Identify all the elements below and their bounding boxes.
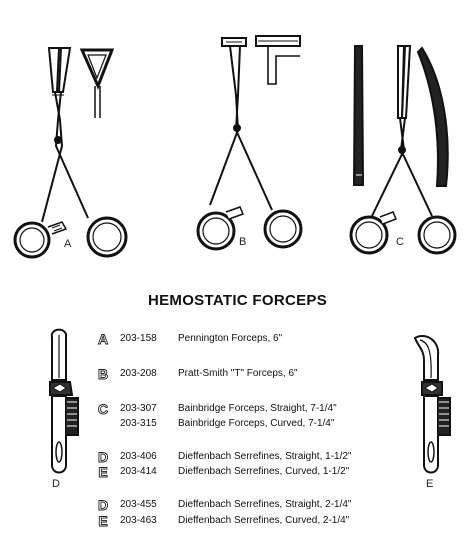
row-letter: A (97, 331, 109, 347)
item-description: Bainbridge Forceps, Straight, 7-1/4" (178, 403, 337, 414)
straight-serrefine-illustration (50, 330, 78, 473)
row-letter: B (97, 366, 109, 382)
figure-label-a: A (64, 238, 72, 250)
row-letter: D (97, 497, 109, 513)
catalog-number: 203-406 (120, 451, 157, 462)
item-description: Dieffenbach Serrefines, Straight, 1-1/2" (178, 451, 352, 462)
figure-label-d: D (52, 478, 60, 490)
item-description: Dieffenbach Serrefines, Curved, 1-1/2" (178, 466, 350, 477)
figure-label-c: C (396, 236, 404, 248)
item-description: Bainbridge Forceps, Curved, 7-1/4" (178, 418, 335, 429)
catalog-number: 203-208 (120, 368, 157, 379)
item-description: Dieffenbach Serrefines, Curved, 2-1/4" (178, 515, 350, 526)
figure-label-e: E (426, 478, 434, 490)
bainbridge-forceps-illustration (351, 46, 455, 253)
catalog-number: 203-414 (120, 466, 157, 477)
curved-serrefine-illustration (415, 336, 450, 472)
pratt-smith-forceps-illustration (198, 36, 301, 249)
row-letter: E (98, 464, 108, 480)
figure-label-b: B (239, 236, 247, 248)
catalog-number: 203-315 (120, 418, 157, 429)
item-description: Pratt-Smith "T" Forceps, 6" (178, 368, 298, 379)
catalog-number: 203-455 (120, 499, 157, 510)
row-letter: E (98, 513, 108, 529)
catalog-number: 203-463 (120, 515, 157, 526)
row-letter: D (97, 449, 109, 465)
catalog-number: 203-158 (120, 333, 157, 344)
item-description: Pennington Forceps, 6" (178, 333, 283, 344)
catalog-number: 203-307 (120, 403, 157, 414)
page-title: HEMOSTATIC FORCEPS (147, 292, 327, 309)
pennington-forceps-illustration (15, 48, 126, 257)
item-description: Dieffenbach Serrefines, Straight, 2-1/4" (178, 499, 352, 510)
row-letter: C (97, 401, 109, 417)
